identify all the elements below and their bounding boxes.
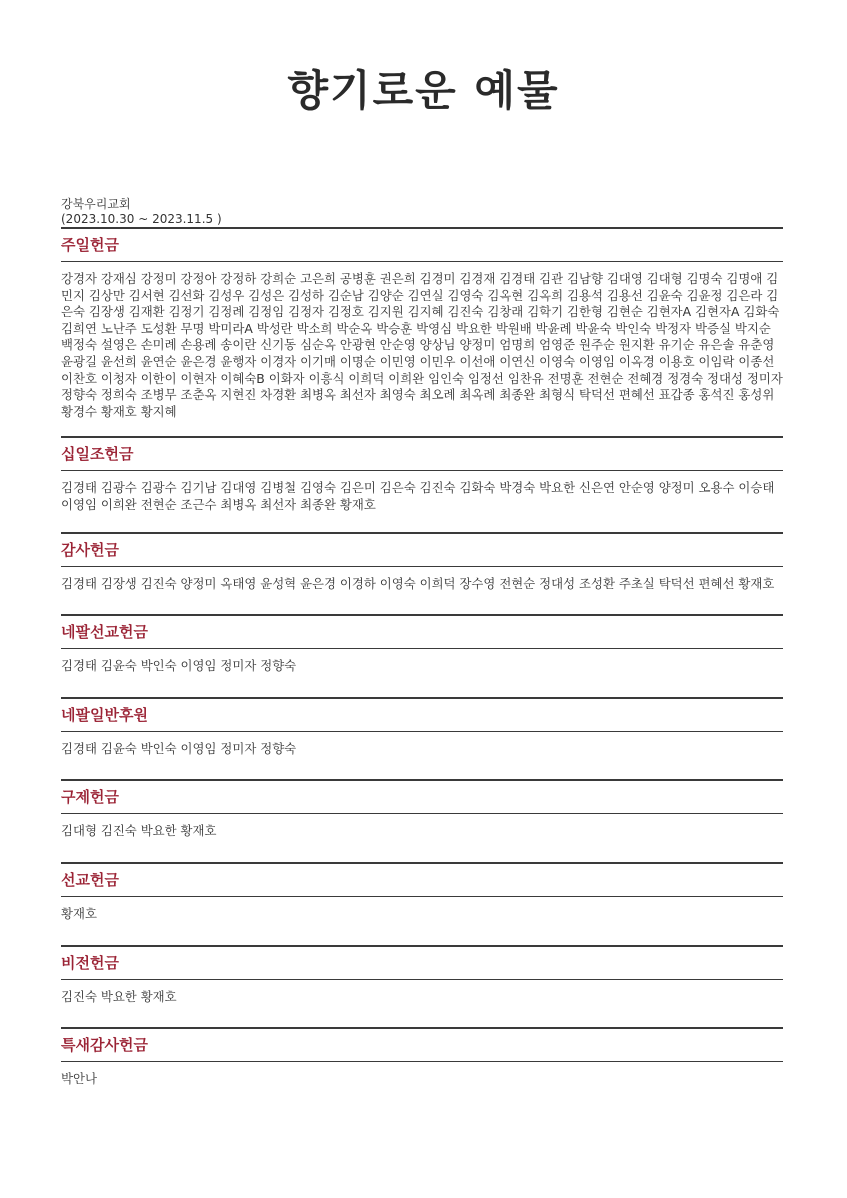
section-header: [61, 227, 783, 262]
section-title: 주일헌금: [61, 236, 119, 254]
donor-names: 황재호: [61, 905, 97, 921]
section-title: 선교헌금: [61, 870, 119, 889]
section-title: 네팔선교헌금: [61, 623, 148, 642]
section-relief-offering: [61, 779, 783, 840]
donor-names: 김경태 김윤숙 박인숙 이영임 정미자 정향숙: [61, 740, 297, 756]
section-header: [61, 945, 783, 980]
section-nepal-general-support: [61, 697, 783, 758]
donor-names: 김경태 김광수 김광수 김기남 김대영 김병철 김영숙 김은미 김은숙 김진숙 김화숙 박경숙 박요한 신은연 안순영 양정미 오용수 이승태 이영임 이희완 전현순 조근수 최병옥 최선자 최종완 황재호: [61, 480, 775, 512]
offering-list: [61, 227, 783, 1088]
section-header: [61, 862, 783, 897]
section-header: [61, 779, 783, 814]
section-header: [61, 697, 783, 732]
section-title: 감사헌금: [61, 540, 119, 559]
date-range: (2023.10.30 ~ 2023.11.5 ): [61, 212, 222, 226]
section-header: [61, 532, 783, 567]
donor-names: 김진숙 박요한 황재호: [61, 988, 177, 1004]
section-special-dawn-thanksgiving: [61, 1027, 783, 1088]
section-nepal-mission-offering: [61, 614, 783, 675]
donor-names: 박안나: [61, 1071, 97, 1087]
donor-names: 김경태 김장생 김진숙 양정미 옥태영 윤성혁 윤은경 이경하 이영숙 이희덕 장수영 전현순 정대성 조성환 주초실 탁덕선 편혜선 황재호: [61, 575, 775, 591]
page-title: 향기로운 예물: [287, 66, 560, 115]
section-mission-offering: [61, 862, 783, 923]
donor-names: 김대형 김진숙 박요한 황재호: [61, 823, 217, 839]
section-vision-offering: [61, 945, 783, 1006]
section-title: 특새감사헌금: [61, 1036, 148, 1055]
section-header: [61, 614, 783, 649]
donor-names: 강경자 강재심 강정미 강정아 강정하 강희순 고은희 공병훈 권은희 김경미 김경재 김경태 김관 김남향 김대영 김대형 김명숙 김명애 김민지 김상만 김서현 김선화 김성우 김성은 김성하 김순남 김양순 김연실 김영숙 김옥현 김옥희 김용석 김용선 김윤숙 김윤정 김은라 김은숙 김장생 김재환 김정기 김정례 김정임 김정자 김정호 김지원 김지혜 김진숙 김창래 김학기 김한형 김현순 김현자A 김현자A 김화숙 김희연 노난주 도성환 무명 박미라A 박성란 박소희 박순옥 박승훈 박영심 박요한 박원배 박윤례 박윤숙 박인숙 박정자 박증실 박지순 백정숙 설영은 손미례 손용례 송이란 신기동 심순옥 안광현 안순영 양상님 양정미 엄명희 엄영준 원주순 원지환 유기순 유은솔 유춘영 윤광길 윤선희 윤연순 윤은경 윤행자 이경자 이기매 이명순 이민영 이민우 이선애 이연신 이영숙 이영임 이옥경 이용호 이임락 이종선 이찬호 이청자 이한이 이현자 이혜숙B 이화자 이흥식 이희덕 이희완 임인숙 임정선 임찬유 전명훈 전현순 전혜경 정경숙 정대성 정미자 정향숙 정희숙 조병무 조춘옥 지현진 차경환 최병옥 최선자 최영숙 최오례 최옥례 최종완 최형식 탁덕선 편혜선 표갑종 홍석진 홍성위 황경수 황재호 황지혜: [61, 271, 783, 419]
section-thanksgiving-offering: [61, 532, 783, 593]
donor-names: 김경태 김윤숙 박인숙 이영임 정미자 정향숙: [61, 658, 297, 674]
section-tithe-offering: [61, 436, 783, 513]
section-header: [61, 1027, 783, 1062]
section-title: 네팔일반후원: [61, 705, 148, 724]
section-header: [61, 436, 783, 471]
document-meta: [61, 197, 222, 227]
section-title: 구제헌금: [61, 788, 119, 807]
section-sunday-offering: [61, 227, 783, 420]
section-title: 비전헌금: [61, 953, 119, 972]
church-name: 강북우리교회: [61, 197, 131, 211]
section-title: 십일조헌금: [61, 445, 134, 464]
